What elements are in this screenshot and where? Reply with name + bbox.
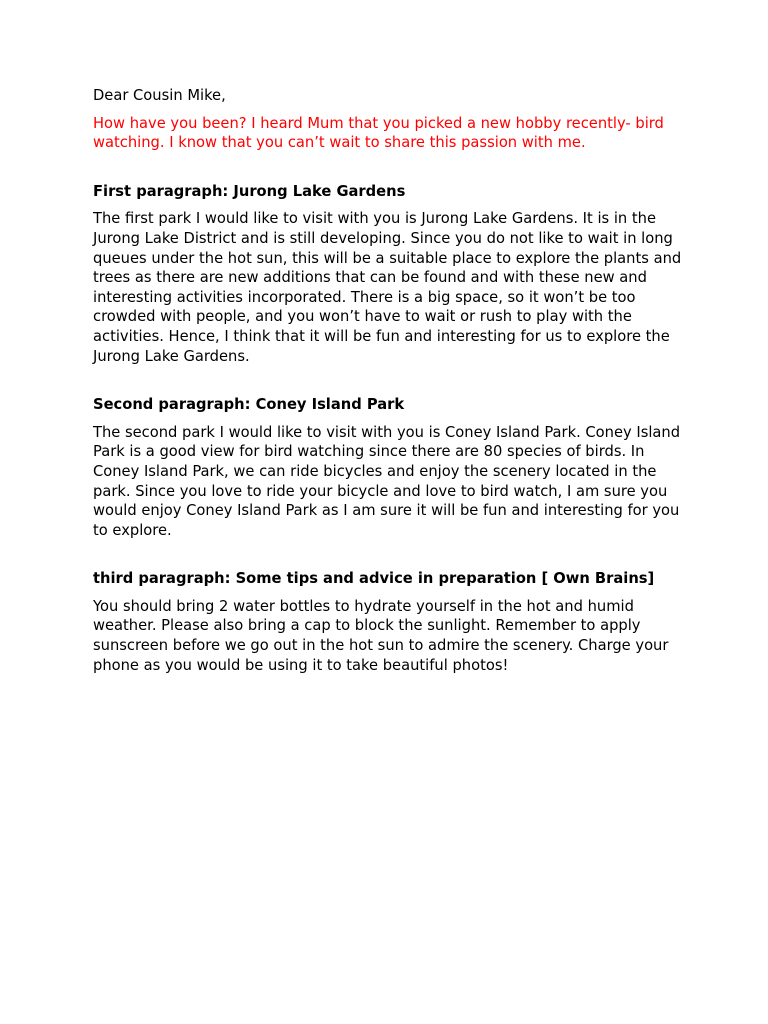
section-body-1: The first park I would like to visit with you is Jurong Lake Gardens. It is in the Jurong Lake District and is still developing. Since you do not like to wait in long queues under the hot sun, this will be a suitable place to explore the plants and trees as there are new additions that can be found and with these new and interesting activities incorporated. There is a big space, so it won’t be too crowded with people, and you won’t have to wait or rush to play with the activities. Hence, I think that it will be fun and interesting for us to explore the Jurong Lake Gardens. — [93, 210, 682, 365]
letter-page — [93, 86, 683, 675]
section-body-3: You should bring 2 water bottles to hydrate yourself in the hot and humid weather. Please also bring a cap to block the sunlight. Remember to apply sunscreen before we go out in the hot sun to admire the scenery. Charge your phone as you would be using it to take beautiful photos! — [93, 597, 669, 674]
section-body-2: The second park I would like to visit with you is Coney Island Park. Coney Island Park is a good view for bird watching since there are 80 species of birds. In Coney Island Park, we can ride bicycles and enjoy the scenery located in the park. Since you love to ride your bicycle and love to bird watch, I am sure you would enjoy Coney Island Park as I am sure it will be fun and interesting for you to explore. — [93, 423, 681, 539]
section-heading-2: Second paragraph: Coney Island Park — [93, 396, 405, 414]
salutation: Dear Cousin Mike, — [93, 87, 226, 104]
intro-paragraph: How have you been? I heard Mum that you picked a new hobby recently- bird watching. I know that you can’t wait to share this passion with me. — [93, 114, 664, 152]
section-heading-3: third paragraph: Some tips and advice in preparation [ Own Brains] — [93, 570, 655, 588]
section-heading-1: First paragraph: Jurong Lake Gardens — [93, 182, 406, 200]
